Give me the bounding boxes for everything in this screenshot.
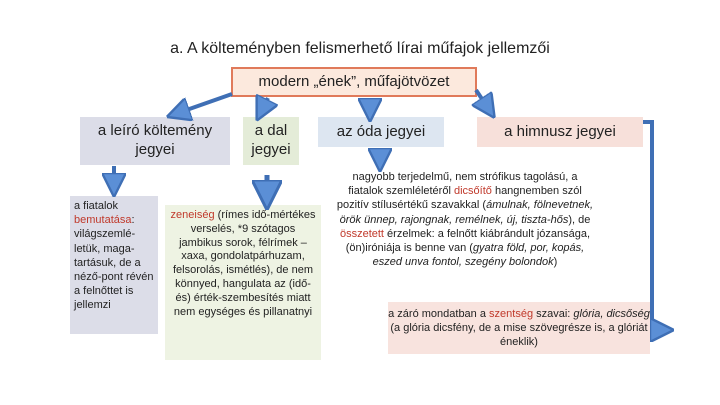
quoted-words: gyatra föld, por, kopás, eszed unva fontol, szegény bolondok	[372, 242, 585, 269]
highlight-term: bemutatása	[74, 214, 132, 227]
arrow-himnusz-bracket	[643, 122, 663, 330]
arrow-to-leiro	[178, 94, 232, 113]
heading-oda: az óda jegyei	[318, 117, 444, 147]
quoted-words: glória, dicsőség	[573, 308, 650, 320]
arrow-to-himnusz	[476, 90, 488, 108]
diagram-title: a. A költeményben felismerhető lírai műfajok jellemzői	[170, 40, 550, 57]
text-run: (rímes idő-mértékes verselés, *9 szótagos jambikus sorok, félrímek – xaxa, gondolatpárhuzam, felsorolás, ismétlés), de nem könnyed, hangulata az (idő- és) érték-szembesítés miatt nem egységes és pillanatnyi	[173, 209, 316, 318]
text-run: (a glória dicsfény, de a mise szövegrésze is, a glóriát éneklik)	[390, 322, 648, 349]
arrow-to-dal	[262, 98, 268, 110]
heading-himnusz: a himnusz jegyei	[477, 117, 643, 147]
root-node: modern „ének”, műfajötvözet	[231, 67, 477, 97]
text-run: nagyobb terjedelmű, nem strófikus tagolású, a fiatalok szemléletéről	[348, 171, 578, 198]
text-run: szavai:	[533, 308, 574, 320]
highlight-term: zeneiség	[170, 209, 215, 221]
highlight-term: szentség	[489, 308, 534, 320]
text-run: érzelmek: a felnőtt kiábrándult józansága, (ön)iróniája is benne van (	[345, 227, 591, 255]
text-run: )	[553, 256, 558, 269]
quoted-words: ámulnak, fölnevetnek, örök ünnep, rajongnak, remélnek, új, tiszta-hős	[339, 199, 594, 226]
text-run: ), de	[568, 213, 591, 226]
text-run: a fiatalok	[74, 200, 119, 212]
highlight-term: dicsőítő	[453, 185, 492, 198]
text-run: a záró mondatban a	[388, 308, 490, 320]
text-run: hangnemben szól pozitív stílusértékű szavakkal (	[336, 185, 582, 212]
heading-leiro: a leíró költemény jegyei	[80, 117, 230, 165]
highlight-term: összetett	[339, 227, 384, 240]
heading-dal: a dal jegyei	[243, 117, 299, 165]
text-run: : világszemlé-letük, maga-tartásuk, de a néző-pont révén a felnőttet is jellemzi	[74, 214, 154, 312]
